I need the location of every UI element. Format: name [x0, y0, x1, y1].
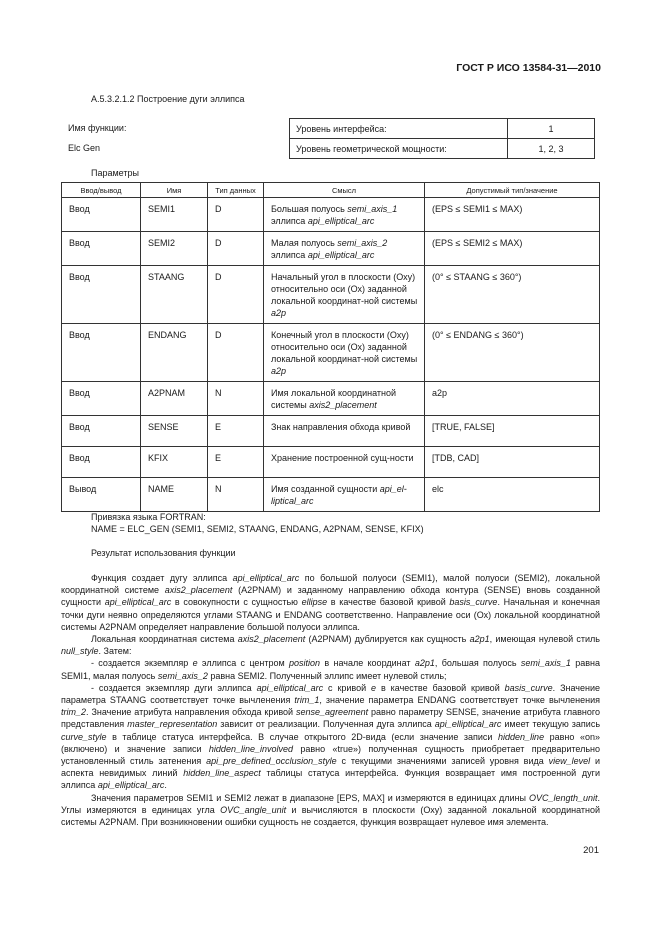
cell-meaning: Начальный угол в плоскости (Оху) относительно оси (Ох) заданной локальной координат-ной системы a2p: [264, 266, 425, 324]
body-paragraph: - создается экземпляр e эллипса с центром position в начале координат a2p1, большая полуось semi_axis_1 равна SEMI1, малая полуось semi_axis_2 равна SEMI2. Полученный эллипс имеет нулевой стиль;: [61, 658, 600, 681]
cell-allowed: (0° ≤ ENDANG ≤ 360°): [425, 324, 600, 382]
table-row: [290, 119, 595, 139]
cell-io: Вывод: [62, 478, 141, 512]
column-header: Смысл: [264, 183, 425, 198]
parameters-table: [61, 182, 600, 512]
cell-type: D: [208, 198, 264, 232]
cell-name: STAANG: [141, 266, 208, 324]
page-number: 201: [583, 845, 599, 856]
cell-io: Ввод: [62, 382, 141, 416]
cell-meaning: Имя локальной координатной системы axis2_placement: [264, 382, 425, 416]
info-value: 1: [508, 119, 595, 139]
cell-meaning: Знак направления обхода кривой: [264, 416, 425, 447]
body-paragraph: - создается экземпляр дуги эллипса api_elliptical_arc с кривой e в качестве базовой кривой basis_curve. Значение параметра STAANG соответствует точке вычленения trim_1, значение параметра ENDANG соответствует точке вычленения trim_2. Значение атрибута направления обхода кривой sense_agreement равно параметру SENSE, значение атрибута главного представления master_representation зависит от реализации. Полученная дуга эллипса api_elliptical_arc имеет текущую запись curve_style в таблице статуса интерфейса. В случае открытого 2D-вида (если значение записи hidden_line равно «on» (включено) и значение записи hidden_line_involved равно «true») полученная сущность приобретает предварительно установленный стиль затенения api_pre_defined_occlusion_style с текущими значениями записей уровня вида view_level и аспекта невидимых линий hidden_line_aspect таблицы статуса интерфейса. Функция возвращает имя построенной дуги эллипса api_elliptical_arc.: [61, 682, 601, 791]
cell-meaning: Конечный угол в плоскости (Оху) относительно оси (Ох) заданной локальной координат-ной системы a2p: [264, 324, 425, 382]
table-row: [62, 416, 600, 447]
cell-name: SEMI2: [141, 232, 208, 266]
info-key: Уровень геометрической мощности:: [290, 139, 508, 159]
cell-type: E: [208, 447, 264, 478]
cell-name: A2PNAM: [141, 382, 208, 416]
cell-type: D: [208, 232, 264, 266]
cell-name: ENDANG: [141, 324, 208, 382]
cell-allowed: [TDB, CAD]: [425, 447, 600, 478]
cell-type: D: [208, 324, 264, 382]
cell-allowed: elc: [425, 478, 600, 512]
table-row: [290, 139, 595, 159]
table-row: [62, 478, 600, 512]
cell-type: N: [208, 478, 264, 512]
function-name: Elc Gen: [68, 143, 101, 153]
fortran-call: NAME = ELC_GEN (SEMI1, SEMI2, STAANG, ENDANG, A2PNAM, SENSE, KFIX): [91, 524, 424, 534]
cell-type: D: [208, 266, 264, 324]
info-key: Уровень интерфейса:: [290, 119, 508, 139]
column-header: Допустимый тип/значение: [425, 183, 600, 198]
fortran-label: Привязка языка FORTRAN:: [91, 512, 206, 522]
cell-io: Ввод: [62, 447, 141, 478]
info-value: 1, 2, 3: [508, 139, 595, 159]
params-label: Параметры: [91, 168, 139, 178]
function-name-label: Имя функции:: [68, 123, 127, 133]
cell-allowed: [TRUE, FALSE]: [425, 416, 600, 447]
cell-name: SENSE: [141, 416, 208, 447]
interface-info-table: [289, 118, 595, 159]
column-header: Тип данных: [208, 183, 264, 198]
cell-io: Ввод: [62, 198, 141, 232]
body-paragraph: Значения параметров SEMI1 и SEMI2 лежат в диапазоне [EPS, MAX] и измеряются в единицах длины OVC_length_unit. Углы измеряются в единицах угла OVC_angle_unit и вычисляются в плоскости (Оху) заданной локальной координатной системы A2PNAM. При возникновении ошибки сущность не создается, функция возвращает нулевое имя элемента.: [61, 792, 600, 828]
cell-name: NAME: [141, 478, 208, 512]
section-title: A.5.3.2.1.2 Построение дуги эллипса: [91, 94, 245, 104]
table-header-row: [62, 183, 600, 198]
cell-meaning: Хранение построенной сущ-ности: [264, 447, 425, 478]
cell-io: Ввод: [62, 266, 141, 324]
cell-name: SEMI1: [141, 198, 208, 232]
table-row: [62, 324, 600, 382]
standard-header: ГОСТ Р ИСО 13584-31—2010: [456, 62, 601, 74]
cell-type: N: [208, 382, 264, 416]
cell-allowed: (EPS ≤ SEMI2 ≤ MAX): [425, 232, 600, 266]
column-header: Ввод/вывод: [62, 183, 141, 198]
cell-name: KFIX: [141, 447, 208, 478]
body-paragraph: Функция создает дугу эллипса api_elliptical_arc по большой полуоси (SEMI1), малой полуоси (SEMI2), локальной координатной системе axis2_placement (A2PNAM) и заданному направлению обхода контура (SENSE) вновь созданной сущности api_elliptical_arc в совокупности с сущностью ellipse в качестве базовой кривой basis_curve. Начальная и конечная точки дуги неявно определяются углами STAANG и ENDANG соответственно. Направление оси (Ох) локальной координатной системы A2PNAM определяет направление большой полуоси эллипса.: [61, 573, 601, 632]
cell-io: Ввод: [62, 324, 141, 382]
cell-type: E: [208, 416, 264, 447]
column-header: Имя: [141, 183, 208, 198]
fortran-binding: [91, 511, 424, 535]
cell-allowed: (0° ≤ STAANG ≤ 360°): [425, 266, 600, 324]
cell-meaning: Малая полуось semi_axis_2 эллипса api_elliptical_arc: [264, 232, 425, 266]
body-paragraph: Локальная координатная система axis2_placement (A2PNAM) дублируется как сущность a2p1, имеющая нулевой стиль null_style. Затем:: [61, 634, 600, 657]
table-row: [62, 232, 600, 266]
table-row: [62, 447, 600, 478]
table-row: [62, 266, 600, 324]
cell-allowed: (EPS ≤ SEMI1 ≤ MAX): [425, 198, 600, 232]
cell-meaning: Имя созданной сущности api_el-liptical_arc: [264, 478, 425, 512]
table-row: [62, 382, 600, 416]
cell-io: Ввод: [62, 416, 141, 447]
result-label: Результат использования функции: [91, 548, 236, 558]
table-row: [62, 198, 600, 232]
cell-io: Ввод: [62, 232, 141, 266]
cell-meaning: Большая полуось semi_axis_1 эллипса api_elliptical_arc: [264, 198, 425, 232]
body-text: [61, 572, 600, 828]
cell-allowed: a2p: [425, 382, 600, 416]
